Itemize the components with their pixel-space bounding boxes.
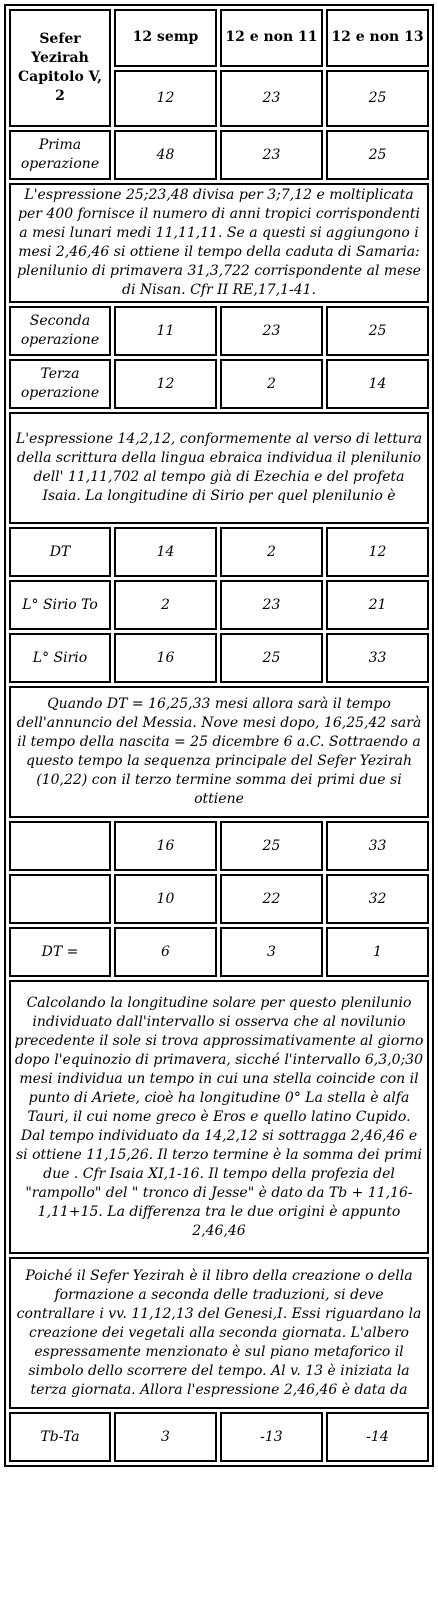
cell-value: 23 bbox=[220, 580, 323, 630]
cell-value: 12 bbox=[114, 359, 217, 409]
cell-value: 14 bbox=[114, 527, 217, 577]
row-label: L° Sirio To bbox=[9, 580, 111, 630]
cell-value: 6 bbox=[114, 927, 217, 977]
cell-value: 12 bbox=[326, 527, 429, 577]
table-row bbox=[9, 580, 429, 630]
cell-value: 33 bbox=[326, 821, 429, 871]
table-row bbox=[9, 306, 429, 356]
cell-value: 3 bbox=[114, 1412, 217, 1462]
row-label: DT = bbox=[9, 927, 111, 977]
cell-value: 12 bbox=[114, 70, 217, 128]
column-header: 12 e non 11 bbox=[220, 9, 323, 67]
table-row bbox=[9, 633, 429, 683]
cell-value: 25 bbox=[326, 130, 429, 180]
cell-value: -13 bbox=[220, 1412, 323, 1462]
cell-value: 1 bbox=[326, 927, 429, 977]
cell-value: 16 bbox=[114, 821, 217, 871]
cell-value: 14 bbox=[326, 359, 429, 409]
table-title: Sefer Yezirah Capitolo V, 2 bbox=[9, 9, 111, 127]
cell-value: 32 bbox=[326, 874, 429, 924]
row-label: DT bbox=[9, 527, 111, 577]
cell-value: 25 bbox=[326, 70, 429, 128]
document bbox=[4, 4, 434, 1467]
cell-value: -14 bbox=[326, 1412, 429, 1462]
paragraph-text: L'espressione 25;23,48 divisa per 3;7,12 e moltiplicata per 400 fornisce il numero di anni tropici corrispondenti a mesi lunari medi 11,11,11. Se a questi si aggiungono i mesi 2,46,46 si ottiene il tempo della caduta di Samaria: plenilunio di primavera 31,3,722 corrispondente al mese di Nisan. Cfr II RE,17,1-41. bbox=[9, 183, 429, 303]
column-header: 12 e non 13 bbox=[326, 9, 429, 67]
cell-value: 21 bbox=[326, 580, 429, 630]
paragraph-row bbox=[9, 412, 429, 524]
column-header: 12 semp bbox=[114, 9, 217, 67]
cell-value: 23 bbox=[220, 70, 323, 128]
row-label: Tb-Ta bbox=[9, 1412, 111, 1462]
paragraph-row bbox=[9, 183, 429, 303]
cell-value: 22 bbox=[220, 874, 323, 924]
row-label bbox=[9, 874, 111, 924]
cell-value: 48 bbox=[114, 130, 217, 180]
table-row bbox=[9, 821, 429, 871]
paragraph-row bbox=[9, 686, 429, 818]
table-row bbox=[9, 130, 429, 180]
cell-value: 25 bbox=[326, 306, 429, 356]
cell-value: 25 bbox=[220, 821, 323, 871]
cell-value: 10 bbox=[114, 874, 217, 924]
table-row bbox=[9, 359, 429, 409]
cell-value: 2 bbox=[114, 580, 217, 630]
cell-value: 16 bbox=[114, 633, 217, 683]
sefer-yezirah-table bbox=[4, 4, 434, 1467]
table-row bbox=[9, 927, 429, 977]
cell-value: 33 bbox=[326, 633, 429, 683]
cell-value: 2 bbox=[220, 359, 323, 409]
cell-value: 2 bbox=[220, 527, 323, 577]
cell-value: 23 bbox=[220, 306, 323, 356]
row-label: Prima operazione bbox=[9, 130, 111, 180]
cell-value: 11 bbox=[114, 306, 217, 356]
paragraph-text: L'espressione 14,2,12, conformemente al verso di lettura della scrittura della lingua ebraica individua il plenilunio dell' 11,11,702 al tempo già di Ezechia e del profeta Isaia. La longitudine di Sirio per quel plenilunio è bbox=[9, 412, 429, 524]
cell-value: 25 bbox=[220, 633, 323, 683]
paragraph-text: Quando DT = 16,25,33 mesi allora sarà il tempo dell'annuncio del Messia. Nove mesi dopo, 16,25,42 sarà il tempo della nascita = 25 dicembre 6 a.C. Sottraendo a questo tempo la sequenza principale del Sefer Yezirah (10,22) con il terzo termine somma dei primi due si ottiene bbox=[9, 686, 429, 818]
paragraph-row bbox=[9, 980, 429, 1254]
cell-value: 3 bbox=[220, 927, 323, 977]
row-label: Seconda operazione bbox=[9, 306, 111, 356]
row-label bbox=[9, 821, 111, 871]
table-row bbox=[9, 1412, 429, 1462]
table-row bbox=[9, 527, 429, 577]
row-label: L° Sirio bbox=[9, 633, 111, 683]
cell-value: 23 bbox=[220, 130, 323, 180]
header-row bbox=[9, 9, 429, 67]
table-row bbox=[9, 874, 429, 924]
row-label: Terza operazione bbox=[9, 359, 111, 409]
paragraph-text: Calcolando la longitudine solare per questo plenilunio individuato dall'intervallo si osserva che al novilunio precedente il sole si trova approssimativamente al giorno dopo l'equinozio di primavera, sicché l'intervallo 6,3,0;30 mesi individua un tempo in cui una stella coincide con il punto di Ariete, cioè ha longitudine 0° La stella è alfa Tauri, il cui nome greco è Eros e quello latino Cupido. Dal tempo individuato da 14,2,12 si sottragga 2,46,46 e si ottiene 11,15,26. Il terzo termine è la somma dei primi due . Cfr Isaia XI,1-16. Il tempo della profezia del "rampollo" del " tronco di Jesse" è dato da Tb + 11,16-1,11+15. La differenza tra le due origini è appunto 2,46,46 bbox=[9, 980, 429, 1254]
paragraph-text: Poiché il Sefer Yezirah è il libro della creazione o della formazione a seconda delle traduzioni, si deve contrallare i vv. 11,12,13 del Genesi,I. Essi riguardano la creazione dei vegetali alla seconda giornata. L'albero espressamente menzionato è sul piano metaforico il simbolo dello scorrere del tempo. Al v. 13 è iniziata la terza giornata. Allora l'espressione 2,46,46 è data da bbox=[9, 1257, 429, 1409]
paragraph-row bbox=[9, 1257, 429, 1409]
